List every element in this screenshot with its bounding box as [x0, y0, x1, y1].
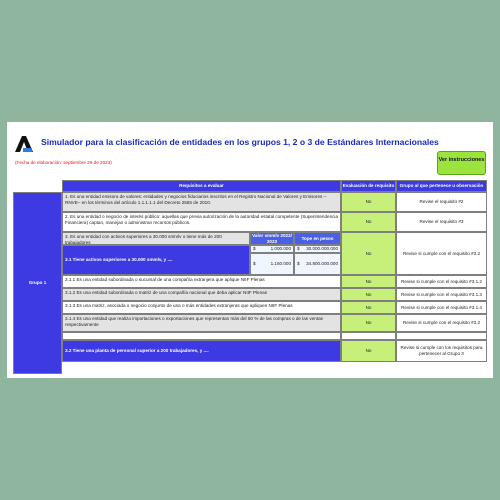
requirement-3-1-3: 3.1.3 Es una matriz, asociada o negocio conjunto de una o más entidades extranjeras que apliquen NIIF Plenas: [62, 301, 341, 314]
requirements-table: [13, 180, 487, 374]
evaluation-select-1[interactable]: No: [341, 192, 396, 212]
requirement-3-1-4: 3.1.4 Es una entidad que realiza importaciones o exportaciones que representan más del 50 % de las compras o de las ventas respectivamente: [62, 314, 341, 332]
evaluation-select-2[interactable]: No: [341, 212, 396, 232]
observation-1: Revise el requisito #2: [396, 192, 487, 212]
tope-value-2023: [294, 253, 341, 275]
logo-icon: [13, 134, 33, 154]
tope-amount: 34.800.000.000: [306, 261, 338, 267]
evaluation-select-3-1-1[interactable]: No: [341, 275, 396, 288]
observation-3-1-3: Revise si cumple con el requisito #3.1.4: [396, 301, 487, 314]
tope-header: Tope en pesos: [294, 232, 341, 245]
evaluation-select-3-2[interactable]: No: [341, 340, 396, 362]
header-evaluation: Evaluación de requisito: [341, 180, 396, 192]
currency-symbol: $: [297, 261, 300, 267]
currency-symbol: $: [253, 246, 256, 252]
evaluation-select-3-1-4[interactable]: No: [341, 314, 396, 332]
smmlv-header: Valor smmlv 2022/ 2023: [250, 232, 294, 245]
tope-value-2022: [294, 245, 341, 253]
spacer-row: [341, 332, 396, 340]
currency-symbol: $: [253, 261, 256, 267]
tope-amount: 30.000.000.000: [306, 246, 338, 252]
page-title: Simulador para la clasificación de entidades en los grupos 1, 2 o 3 de Estándares Internacionales: [41, 137, 439, 147]
observation-2: Revise el requisito #3: [396, 212, 487, 232]
requirement-2: 2. Es una entidad o negocio de interés público: aquellas que previa autorización de la autoridad estatal competente (Superintendencia Financiera) captan, manejan o administran recursos públicos.: [62, 212, 341, 232]
observation-3-1-2: Revise si cumple con el requisito #3.1.3: [396, 288, 487, 301]
requirement-3-2: 3.2 Tiene una planta de personal superior a 200 trabajadores, y ....: [62, 340, 341, 362]
date-note: (Fecha de elaboración: septiembre 29 de 2023): [15, 160, 112, 165]
smmlv-amount: 1.160.000: [270, 261, 291, 267]
spacer-row: [62, 332, 341, 340]
evaluation-select-3[interactable]: No: [341, 232, 396, 275]
assets-requirement: 3.1 Tiene activos superiores a 30.000 smmlv, y ....: [62, 245, 250, 275]
spreadsheet-sheet: [7, 122, 493, 378]
header-requirements: Requisitos a evaluar: [62, 180, 341, 192]
smmlv-amount: 1.000.000: [270, 246, 291, 252]
requirement-3-1-2: 3.1.2 Es una entidad subordinada o matriz de una compañía nacional que deba aplicar NIIF Plenas: [62, 288, 341, 301]
observation-3-1-1: Revise si cumple con el requisito #3.1.2: [396, 275, 487, 288]
smmlv-value-2023: [250, 253, 294, 275]
group-label: Grupo 1: [13, 192, 62, 374]
spacer-row: [396, 332, 487, 340]
observation-3-1-4: Revise si cumple con el requisito #3.2: [396, 314, 487, 332]
header-observation: Grupo al que pertenece u observación: [396, 180, 487, 192]
requirement-3-1-1: 3.1.1 Es una entidad subordinada o sucursal de una compañía extranjera que aplique NIIF Plenas: [62, 275, 341, 288]
instructions-button[interactable]: Ver instrucciones: [437, 151, 486, 175]
currency-symbol: $: [297, 246, 300, 252]
smmlv-value-2022: [250, 245, 294, 253]
requirement-3: 3. Es una entidad con activos superiores a 30.000 smmlv o tiene más de 200 trabajadores: [62, 232, 250, 245]
requirement-1: 1. Es una entidad emisora de valores: entidades y negocios fiduciarios inscritos en el Registro Nacional de Valores y Emisores –RNVE– en los términos del artículo 1.1.1.1.1 del Decreto 2555 de 2010.: [62, 192, 341, 212]
observation-3-2: Revise si cumple con los requisitos para pertenecer al Grupo 3: [396, 340, 487, 362]
evaluation-select-3-1-2[interactable]: No: [341, 288, 396, 301]
observation-3: Revise si cumple con el requisito #3.2: [396, 232, 487, 275]
evaluation-select-3-1-3[interactable]: No: [341, 301, 396, 314]
